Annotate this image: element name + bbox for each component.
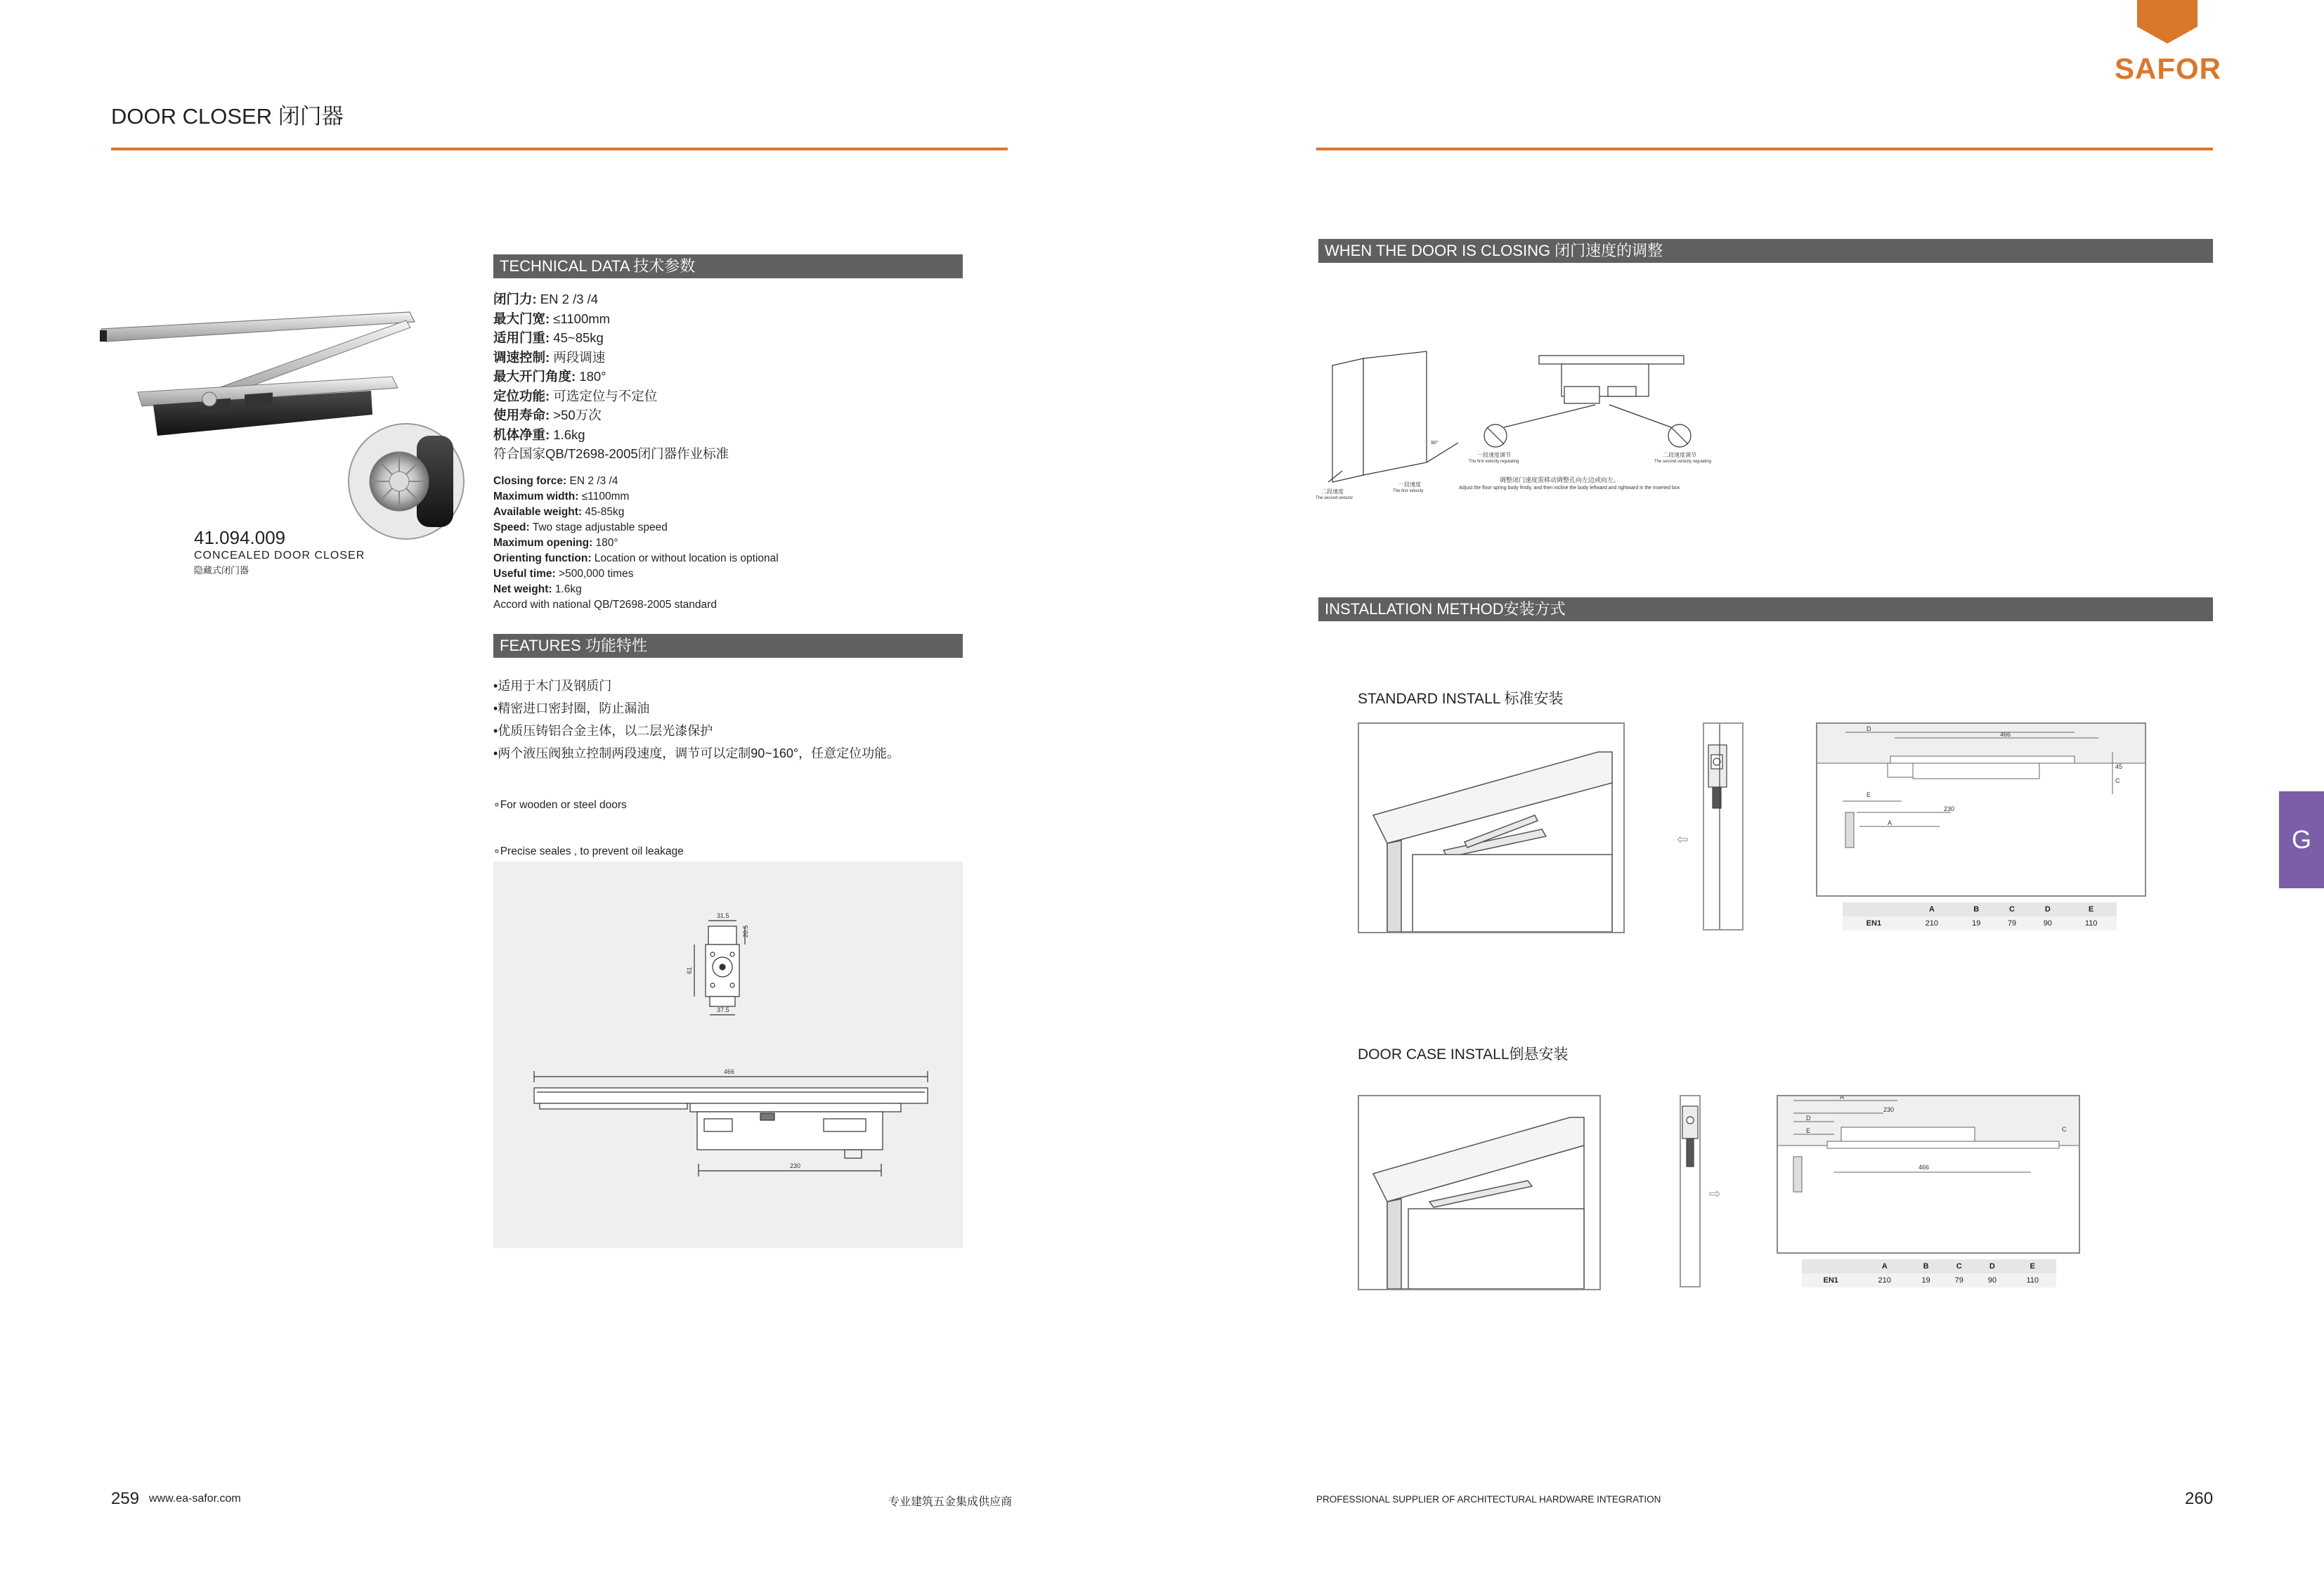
footer-slogan-cn: 专业建筑五金集成供应商 [888, 1496, 1013, 1508]
page-number-left: 259 [111, 1489, 140, 1508]
standard-perspective-box [1358, 722, 1625, 933]
speed2-en: The second velocity [1316, 496, 1353, 499]
angle-label: 90° [1431, 441, 1439, 446]
dim-label: 20.5 [742, 925, 749, 937]
tech-cn-item: 闭门力: EN 2 /3 /4 [493, 292, 599, 306]
dim-label: 45 [2115, 763, 2123, 770]
dim-label: C [2115, 777, 2120, 784]
dim-label: A [1840, 1096, 1845, 1101]
arrow-left-icon: ⇦ [1677, 832, 1689, 848]
technical-en-list [493, 474, 779, 613]
dim-label: E [1867, 791, 1871, 798]
product-photo [97, 309, 469, 541]
doorcase-side-box [1680, 1095, 1701, 1287]
reg1-en: The first velocity regulating [1469, 460, 1519, 464]
tech-cn-item: 符合国家QB/T2698-2005闭门器作业标准 [493, 446, 729, 461]
dim-label: 230 [1944, 805, 1955, 812]
dim-label: D [1806, 1115, 1811, 1122]
reg2-cn: 二段速度调节 [1663, 452, 1696, 458]
feature-cn-item: •优质压铸铝合金主体，以二层光漆保护 [493, 724, 713, 738]
dim-label: D [1867, 725, 1871, 732]
dim-label: 31.5 [717, 912, 729, 919]
page-title: DOOR CLOSER 闭门器 [111, 104, 344, 129]
brand-logo: SAFOR [2115, 52, 2221, 85]
closing-diagram [1314, 344, 1736, 499]
tech-en-item: Orienting function: Location or without location is optional [493, 552, 779, 564]
tech-cn-item: 适用门重: 45~85kg [493, 330, 604, 345]
footer-slogan-en: PROFESSIONAL SUPPLIER OF ARCHITECTURAL HARDWARE INTEGRATION [1316, 1494, 1661, 1505]
tech-en-item: Available weight: 45-85kg [493, 506, 625, 518]
feature-cn-item: •适用于木门及钢质门 [493, 679, 612, 693]
tech-en-item: Useful time: >500,000 times [493, 568, 634, 580]
technical-drawing-panel [493, 862, 963, 1248]
product-code: 41.094.009 [194, 527, 286, 548]
tech-en-item: Closing force: EN 2 /3 /4 [493, 475, 618, 487]
feature-en-item: ∘For wooden or steel doors [493, 799, 627, 811]
header-rule-left [111, 148, 1008, 150]
tech-cn-item: 调速控制: 两段调速 [493, 349, 606, 365]
technical-heading: TECHNICAL DATA 技术参数 [493, 254, 963, 278]
dim-label: 466 [724, 1068, 735, 1075]
technical-cn-list [493, 290, 729, 464]
doorcase-dimensions-table: A B C D E EN1 210 19 79 90 110 [1802, 1259, 2056, 1287]
tech-cn-item: 最大门宽: ≤1100mm [493, 311, 611, 326]
standard-plan-box [1816, 722, 2146, 897]
standard-install-title: STANDARD INSTALL 标准安装 [1358, 691, 1564, 707]
closing-caption-cn: 调整闭门速度需移动调整孔向左边或向左。 [1500, 476, 1621, 484]
tech-en-item: Net weight: 1.6kg [493, 583, 582, 595]
dim-label: 466 [2000, 731, 2011, 738]
product-name-cn: 隐藏式闭门器 [194, 565, 249, 576]
dim-label: 230 [1883, 1106, 1895, 1113]
features-cn-list [493, 675, 900, 765]
tech-en-item: Speed: Two stage adjustable speed [493, 521, 668, 533]
tech-cn-item: 定位功能: 可选定位与不定位 [493, 388, 658, 403]
header-rule-right [1316, 148, 2213, 150]
page-number-right: 260 [2185, 1489, 2214, 1508]
reg1-cn: 一段速度调节 [1477, 452, 1511, 458]
feature-en-item: ∘Precise seales , to prevent oil leakage [493, 845, 684, 857]
tech-en-item: Maximum opening: 180° [493, 537, 618, 549]
doorcase-install-title: DOOR CASE INSTALL倒悬安装 [1358, 1046, 1569, 1063]
tech-cn-item: 使用寿命: >50万次 [493, 408, 602, 422]
tech-en-item: Accord with national QB/T2698-2005 standard [493, 599, 717, 611]
doorcase-perspective-box [1358, 1095, 1601, 1290]
arrow-right-icon: ⇨ [1709, 1186, 1721, 1202]
dim-label: 466 [1919, 1164, 1930, 1171]
standard-side-box [1703, 722, 1744, 930]
speed1-en: The first velocity [1393, 489, 1424, 493]
dim-label: 230 [790, 1162, 801, 1169]
technical-drawing [493, 862, 963, 1248]
reg2-en: The second velocity regulating [1654, 460, 1712, 464]
dim-label: C [2062, 1126, 2067, 1133]
footer-url: www.ea-safor.com [149, 1493, 241, 1505]
section-tab-g[interactable]: G [2279, 791, 2324, 888]
dim-label: 61 [686, 966, 693, 974]
feature-cn-item: •精密进口密封圈，防止漏油 [493, 701, 650, 715]
doorcase-plan-box [1777, 1095, 2080, 1254]
speed1-cn: 一段速度 [1398, 481, 1421, 488]
dim-label: E [1806, 1127, 1811, 1134]
tech-cn-item: 机体净重: 1.6kg [493, 427, 585, 442]
standard-dimensions-table: A B C D E EN1 210 19 79 90 110 [1843, 902, 2117, 930]
closing-caption-en: Adjust the floor spring body firstly, and then incline the body leftward and rightward in the inserted box [1459, 486, 1680, 491]
installation-heading: INSTALLATION METHOD安装方式 [1318, 597, 2213, 621]
tech-cn-item: 最大开门角度: 180° [493, 369, 606, 384]
closing-heading: WHEN THE DOOR IS CLOSING 闭门速度的调整 [1318, 239, 2213, 263]
features-heading: FEATURES 功能特性 [493, 634, 963, 658]
dim-label: 37.5 [717, 1006, 729, 1013]
brand-shield-icon [2137, 0, 2198, 44]
product-name-en: CONCEALED DOOR CLOSER [194, 550, 365, 562]
tech-en-item: Maximum width: ≤1100mm [493, 491, 630, 502]
feature-cn-item: •两个液压阀独立控制两段速度，调节可以定制90~160°，任意定位功能。 [493, 746, 900, 760]
dim-label: A [1888, 819, 1893, 826]
speed2-cn: 二段速度 [1321, 488, 1344, 495]
